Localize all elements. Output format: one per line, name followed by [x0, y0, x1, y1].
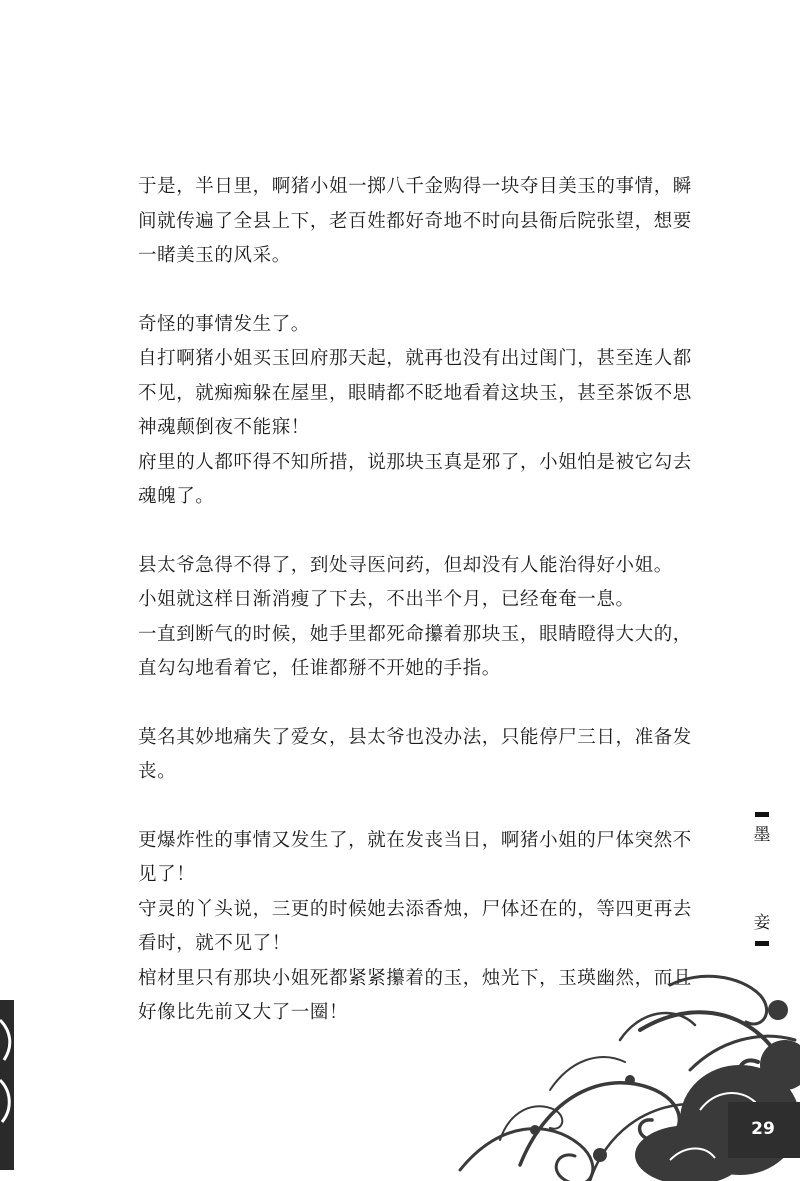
paragraph: 守灵的丫头说，三更的时候她去添香烛，尸体还在的，等四更再去看时，就不见了！: [138, 898, 692, 954]
paragraph: 棺材里只有那块小姐死都紧紧攥着的玉，烛光下，玉瑛幽然，而且好像比先前又大了一圈！: [138, 967, 692, 1023]
paragraph-gap: [138, 790, 694, 824]
paragraph: 更爆炸性的事情又发生了，就在发丧当日，啊猪小姐的尸体突然不见了！: [138, 829, 692, 885]
swirl-decoration: [440, 970, 800, 1181]
title-bracket-bottom: [755, 941, 769, 946]
paragraph: 自打啊猪小姐买玉回府那天起，就再也没有出过闺门，甚至连人都不见，就痴痴躲在屋里，眼睛都不眨地看着这块玉，甚至茶饭不思神魂颠倒夜不能寐！: [138, 348, 692, 438]
paragraph: 奇怪的事情发生了。: [138, 313, 310, 335]
page-number: 29: [751, 1119, 775, 1139]
title-bracket-top: [755, 812, 769, 817]
paragraph-gap: [138, 274, 694, 308]
paragraph-gap: [138, 515, 694, 549]
paragraph: 县太爷急得不得了，到处寻医问药，但却没有人能治得好小姐。: [138, 554, 673, 576]
title-char-2: 妾: [753, 913, 771, 933]
paragraph: 于是，半日里，啊猪小姐一掷八千金购得一块夺目美玉的事情，瞬间就传遍了全县上下，老百姓都好奇地不时向县衙后院张望，想要一睹美玉的风采。: [138, 176, 692, 266]
book-title-vertical: [750, 808, 774, 950]
left-edge-ornament: [0, 1000, 22, 1170]
paragraph-gap: [138, 687, 694, 721]
paragraph: 莫名其妙地痛失了爱女，县太爷也没办法，只能停尸三日，准备发丧。: [138, 726, 692, 782]
title-char-1: 墨: [753, 825, 771, 845]
paragraph: 小姐就这样日渐消瘦了下去，不出半个月，已经奄奄一息。: [138, 589, 635, 610]
paragraph: 府里的人都吓得不知所措，说那块玉真是邪了，小姐怕是被它勾去魂魄了。: [138, 451, 692, 507]
paragraph: 一直到断气的时候，她手里都死命攥着那块玉，眼睛瞪得大大的，直勾勾地看着它，任谁都掰不开她的手指。: [138, 623, 692, 679]
chapter-text: [138, 170, 694, 1031]
